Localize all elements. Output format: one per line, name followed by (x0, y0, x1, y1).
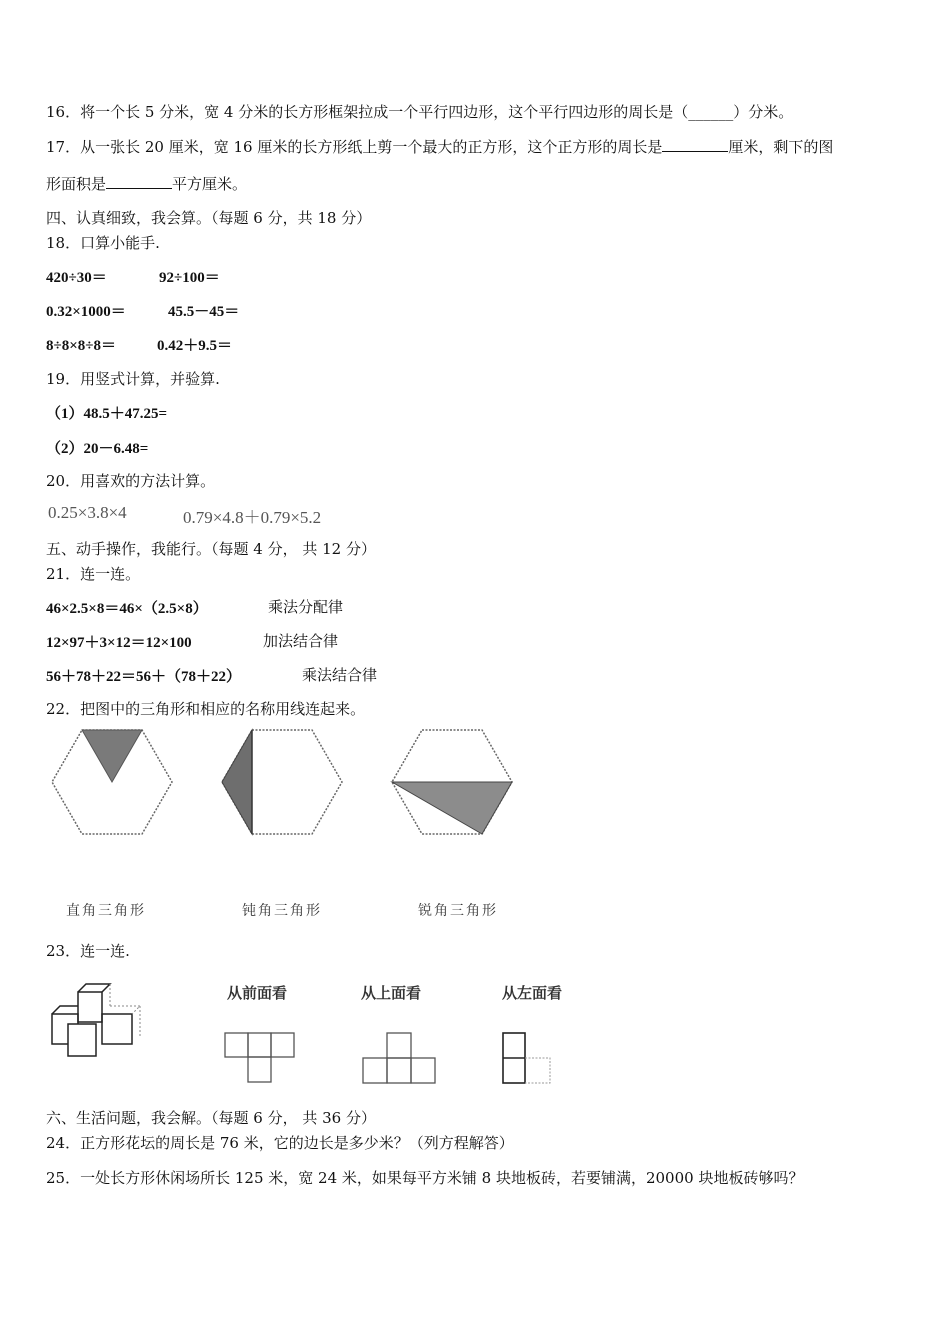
q18-item-6: 0.42＋9.5＝ (157, 338, 233, 354)
q20-item-2: 0.79×4.8＋0.79×5.2 (183, 508, 322, 527)
q17-text-4: 平方厘米。 (172, 175, 248, 193)
q16-text: 16．将一个长 5 分米，宽 4 分米的长方形框架拉成一个平行四边形，这个平行四边形的周长是（ (46, 103, 689, 121)
caption-acute-triangle[interactable]: 锐角三角形 (418, 903, 498, 919)
question-16 (46, 102, 793, 122)
question-25: 25．一处长方形休闲场所长 125 米，宽 24 米，如果每平方米铺 8 块地板砖，若要铺满，20000 块地板砖够吗？ (46, 1169, 804, 1187)
question-24: 24．正方形花坛的周长是 76 米，它的边长是多少米？（列方程解答） (46, 1134, 514, 1152)
q17-blank-perimeter[interactable] (662, 137, 728, 152)
section-6-heading: 六、生活问题，我会解。（每题 6 分， 共 36 分） (46, 1109, 376, 1127)
q21-right-2[interactable]: 加法结合律 (263, 632, 339, 650)
hexagon-figure-1[interactable] (50, 727, 175, 837)
hexagon-figure-3[interactable] (390, 727, 515, 837)
q19-item-1: （1）48.5＋47.25= (46, 406, 168, 422)
q18-item-1: 420÷30＝ (46, 270, 107, 286)
q17-text-2: 厘米，剩下的图 (728, 138, 834, 156)
view-label-left[interactable]: 从左面看 (502, 984, 563, 1002)
q21-right-1[interactable]: 乘法分配律 (268, 598, 344, 616)
question-19-title: 19．用竖式计算，并验算. (46, 370, 220, 388)
question-21-title: 21．连一连。 (46, 565, 141, 583)
q21-left-1[interactable]: 46×2.5×8＝46×（2.5×8） (46, 601, 208, 617)
question-23-title: 23．连一连. (46, 942, 130, 960)
view-label-front[interactable]: 从前面看 (227, 984, 288, 1002)
q18-item-4: 45.5－45＝ (168, 304, 240, 320)
q17-text-3: 形面积是 (46, 175, 107, 193)
caption-obtuse-triangle[interactable]: 钝角三角形 (242, 903, 322, 919)
question-22-title: 22．把图中的三角形和相应的名称用线连起来。 (46, 700, 366, 718)
q20-item-1: 0.25×3.8×4 (48, 503, 127, 522)
q17-text: 17．从一张长 20 厘米，宽 16 厘米的长方形纸上剪一个最大的正方形，这个正方形的周长是 (46, 138, 663, 156)
question-20-title: 20．用喜欢的方法计算。 (46, 472, 216, 490)
left-view-shape[interactable] (500, 1030, 560, 1086)
q21-right-3[interactable]: 乘法结合律 (302, 666, 378, 684)
question-17-line1 (46, 137, 833, 157)
hexagon-figure-2[interactable] (220, 727, 345, 837)
front-view-shape[interactable] (220, 1030, 300, 1086)
q17-blank-area[interactable] (106, 174, 172, 189)
q19-item-2: （2）20－6.48= (46, 441, 149, 457)
q21-left-2[interactable]: 12×97＋3×12＝12×100 (46, 635, 192, 651)
section-4-heading: 四、认真细致，我会算。（每题 6 分，共 18 分） (46, 209, 372, 227)
q16-blank[interactable]: ______ (688, 103, 734, 121)
caption-right-triangle[interactable]: 直角三角形 (66, 903, 146, 919)
section-5-heading: 五、动手操作，我能行。（每题 4 分， 共 12 分） (46, 540, 376, 558)
question-18-title: 18．口算小能手. (46, 234, 160, 252)
q18-item-2: 92÷100＝ (159, 270, 220, 286)
q18-item-3: 0.32×1000＝ (46, 304, 126, 320)
q18-item-5: 8÷8×8÷8＝ (46, 338, 117, 354)
question-17-line2 (46, 174, 247, 194)
top-view-shape[interactable] (360, 1030, 440, 1086)
q16-suffix: ）分米。 (733, 103, 794, 121)
view-label-top[interactable]: 从上面看 (361, 984, 422, 1002)
cube-solid-figure[interactable] (48, 980, 158, 1060)
q21-left-3[interactable]: 56＋78＋22＝56＋（78＋22） (46, 669, 242, 685)
